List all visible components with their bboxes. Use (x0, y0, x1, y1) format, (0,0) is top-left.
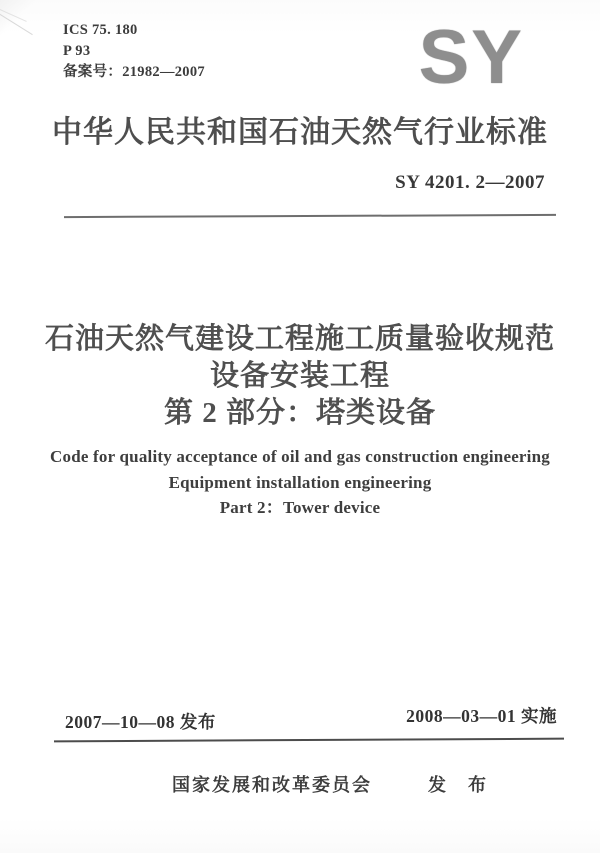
publisher-name: 国家发展和改革委员会 (172, 775, 372, 795)
standard-title: 中华人民共和国石油天然气行业标准 (52, 116, 548, 149)
main-title-line2: 设备安装工程 (209, 360, 390, 392)
dates-row (65, 706, 557, 734)
record-number: 备案号：21982—2007 (63, 64, 205, 80)
publish-label: 发 布 (428, 775, 488, 795)
english-title-line1: Code for quality acceptance of oil and gas construction engineering (50, 447, 550, 466)
standard-code: SY 4201. 2—2007 (395, 172, 545, 193)
issue-date: 2007—10—08 发布 (65, 712, 216, 732)
main-title-line3: 第 2 部分：塔类设备 (163, 397, 436, 429)
main-title-english (0, 444, 600, 521)
footer-divider (54, 738, 564, 743)
scan-artifact (0, 7, 27, 22)
header-meta (63, 20, 205, 83)
ics-code: ICS 75. 180 (63, 22, 138, 38)
english-title-line2: Equipment installation engineering (168, 472, 432, 492)
publisher-row (30, 771, 600, 797)
scan-artifact (0, 10, 33, 35)
implementation-date: 2008—03—01 实施 (406, 706, 557, 726)
header-divider (64, 214, 556, 218)
sy-logo: SY (418, 15, 524, 100)
english-title-line3: Part 2：Tower device (219, 498, 381, 517)
main-title-line1: 石油天然气建设工程施工质量验收规范 (44, 323, 555, 355)
main-title-chinese (0, 321, 600, 432)
doc-class-code: P 93 (63, 43, 91, 59)
